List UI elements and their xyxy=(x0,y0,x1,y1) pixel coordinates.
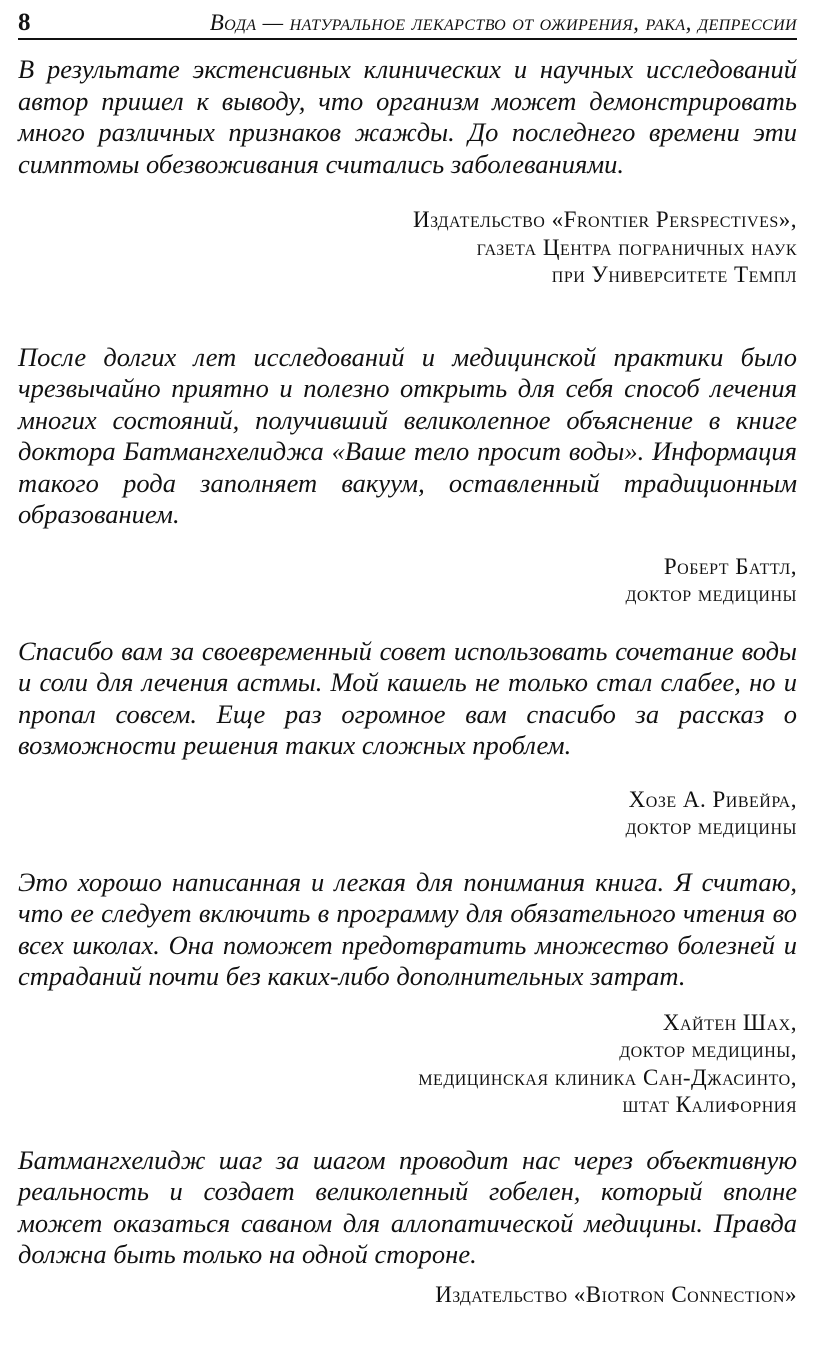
book-page xyxy=(18,6,797,1308)
page-number: 8 xyxy=(18,9,31,36)
testimonial-attribution xyxy=(18,1009,797,1119)
testimonial-quote: Батмангхелидж шаг за шагом проводит нас через объективную реальность и создает великолепный гобелен, который вполне может оказаться саваном для аллопатической медицины. Правда должна быть только на одной стороне. xyxy=(18,1144,797,1269)
attribution-line: при Университете Темпл xyxy=(551,262,797,287)
testimonial-block-1 xyxy=(18,54,797,289)
testimonial-quote: После долгих лет исследований и медицинской практики было чрезвычайно приятно и полезно открыть для себя способ лечения многих состояний, получивший великолепное объяснение в книге доктора Батмангхелиджа «Ваше тело просит воды». Информация такого рода заполняет вакуум, оставленный традиционным образованием. xyxy=(18,341,797,529)
testimonial-attribution xyxy=(18,553,797,608)
testimonial-attribution xyxy=(18,1281,797,1309)
testimonial-block-3 xyxy=(18,636,797,841)
attribution-line: Хозе А. Ривейра, xyxy=(628,786,797,812)
testimonial-block-2 xyxy=(18,342,797,608)
attribution-line: Хайтен Шах, xyxy=(662,1009,797,1035)
testimonial-block-4 xyxy=(18,867,797,1119)
attribution-line: медицинская клиника Сан-Джасинто, xyxy=(418,1064,797,1090)
testimonial-quote: Спасибо вам за своевременный совет использовать сочетание воды и соли для лечения астмы. Мой кашель не только стал слабее, но и пропал совсем. Еще раз огромное вам спасибо за рассказ о возможности решения таких сложных проблем. xyxy=(18,635,797,760)
attribution-line: Роберт Баттл, xyxy=(663,553,797,579)
attribution-line: газета Центра пограничных наук xyxy=(476,234,797,260)
attribution-line: доктор медицины, xyxy=(619,1037,797,1062)
attribution-line: доктор медицины xyxy=(625,581,797,606)
attribution-line: Издательство «Biotron Connection» xyxy=(435,1281,797,1307)
testimonial-attribution xyxy=(18,206,797,289)
testimonial-attribution xyxy=(18,786,797,841)
testimonial-block-5 xyxy=(18,1145,797,1309)
running-head xyxy=(18,6,797,40)
attribution-line: доктор медицины xyxy=(625,814,797,839)
attribution-line: штат Калифорния xyxy=(622,1092,797,1117)
testimonial-quote: В результате экстенсивных клинических и научных исследований автор пришел к выводу, что организм может демонстрировать много различных признаков жажды. До последнего времени эти симптомы обезвоживания считались заболеваниями. xyxy=(18,54,797,179)
attribution-line: Издательство «Frontier Perspectives», xyxy=(412,207,797,232)
testimonial-quote: Это хорошо написанная и легкая для понимания книга. Я считаю, что ее следует включить в программу для обязательного чтения во всех школах. Она поможет предотвратить множество болезней и страданий почти без каких-либо дополнительных затрат. xyxy=(18,866,797,991)
running-title: Вода — натуральное лекарство от ожирения, рака, депрессии xyxy=(209,10,797,35)
